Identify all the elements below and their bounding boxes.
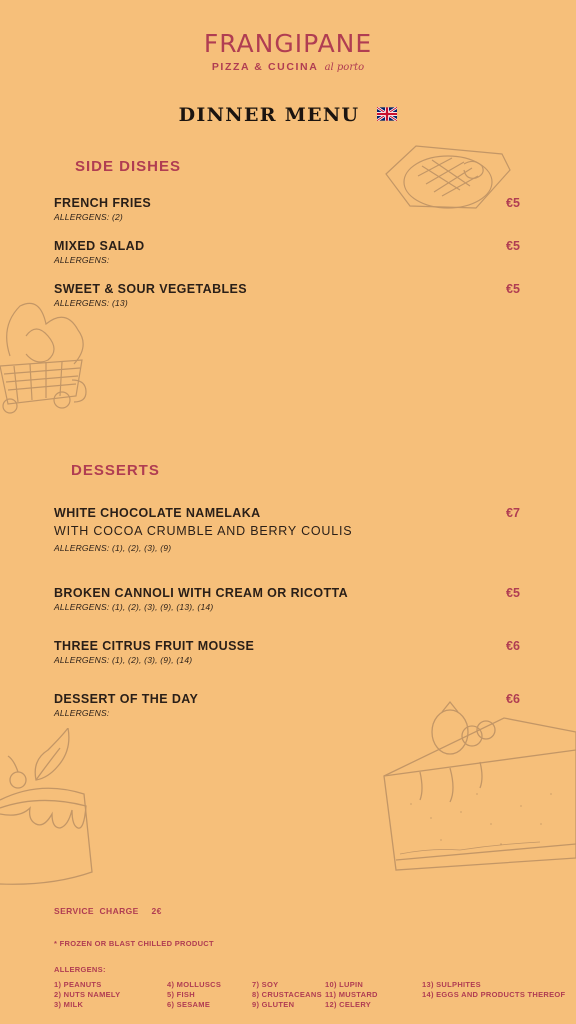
brand-name: FRANGIPANE	[203, 29, 373, 58]
cake-slice-sketch-icon	[380, 694, 576, 874]
menu-item-name: THREE CITRUS FRUIT MOUSSE	[54, 639, 255, 653]
allergen-list-item: 12) CELERY	[325, 1000, 372, 1009]
allergen-list-item: 2) NUTS NAMELY	[54, 990, 121, 999]
menu-item-price: €7	[506, 506, 520, 520]
allergen-list-item: 14) EGGS AND PRODUCTS THEREOF	[422, 990, 566, 999]
fries-sketch-icon	[382, 136, 516, 218]
menu-item-name: SWEET & SOUR VEGETABLES	[54, 282, 248, 296]
uk-flag-icon	[377, 107, 397, 121]
menu-item-allergens: ALLERGENS: (1), (2), (3), (9), (13), (14)	[54, 602, 214, 612]
allergen-list-item: 13) SULPHITES	[422, 980, 481, 989]
brand-logo	[0, 30, 576, 73]
menu-item-name: FRENCH FRIES	[54, 196, 152, 210]
menu-item-name: MIXED SALAD	[54, 239, 145, 253]
vegetable-basket-sketch-icon	[0, 296, 92, 416]
section-title-desserts: DESSERTS	[71, 462, 160, 479]
brand-subtitle	[0, 61, 576, 73]
allergen-list-item: 8) CRUSTACEANS	[252, 990, 322, 999]
brand-subtitle-text: PIZZA & CUCINA	[211, 61, 319, 73]
service-charge-amount: 2€	[151, 906, 162, 916]
allergen-list-item: 10) LUPIN	[325, 980, 364, 989]
menu-item-name: DESSERT OF THE DAY	[54, 692, 199, 706]
allergen-list-item: 5) FISH	[167, 990, 195, 999]
menu-item-price: €6	[506, 639, 520, 653]
menu-item-price: €5	[506, 196, 520, 210]
menu-title	[0, 104, 576, 126]
allergens-title: ALLERGENS:	[54, 965, 106, 974]
menu-item-subtitle: WITH COCOA CRUMBLE AND BERRY COULIS	[54, 524, 353, 538]
menu-title-text: DINNER MENU	[178, 104, 360, 126]
menu-item-name: BROKEN CANNOLI WITH CREAM OR RICOTTA	[54, 586, 349, 600]
service-charge-label: SERVICE CHARGE	[54, 906, 139, 916]
menu-item-allergens: ALLERGENS: (2)	[54, 212, 123, 222]
menu-item-price: €5	[506, 239, 520, 253]
allergen-list-item: 11) MUSTARD	[325, 990, 378, 999]
allergen-list-item: 9) GLUTEN	[252, 1000, 295, 1009]
allergen-list-item: 3) MILK	[54, 1000, 84, 1009]
menu-item-allergens: ALLERGENS: (1), (2), (3), (9), (14)	[54, 655, 193, 665]
brand-tagline: al porto	[324, 62, 365, 73]
pudding-cake-sketch-icon	[0, 728, 100, 892]
allergen-list-item: 4) MOLLUSCS	[167, 980, 222, 989]
menu-item-price: €5	[506, 282, 520, 296]
menu-item-allergens: ALLERGENS: (13)	[54, 298, 128, 308]
allergen-list-item: 1) PEANUTS	[54, 980, 102, 989]
menu-item-name: WHITE CHOCOLATE NAMELAKA	[54, 506, 261, 520]
frozen-note: * FROZEN OR BLAST CHILLED PRODUCT	[54, 939, 214, 948]
menu-item-allergens: ALLERGENS:	[54, 255, 110, 265]
menu-item-allergens: ALLERGENS:	[54, 708, 110, 718]
menu-item-price: €6	[506, 692, 520, 706]
allergen-list-item: 7) SOY	[252, 980, 279, 989]
service-charge	[54, 906, 162, 916]
allergen-list-item: 6) SESAME	[167, 1000, 211, 1009]
section-title-side-dishes: SIDE DISHES	[75, 158, 182, 175]
menu-item-allergens: ALLERGENS: (1), (2), (3), (9)	[54, 543, 172, 553]
menu-item-price: €5	[506, 586, 520, 600]
